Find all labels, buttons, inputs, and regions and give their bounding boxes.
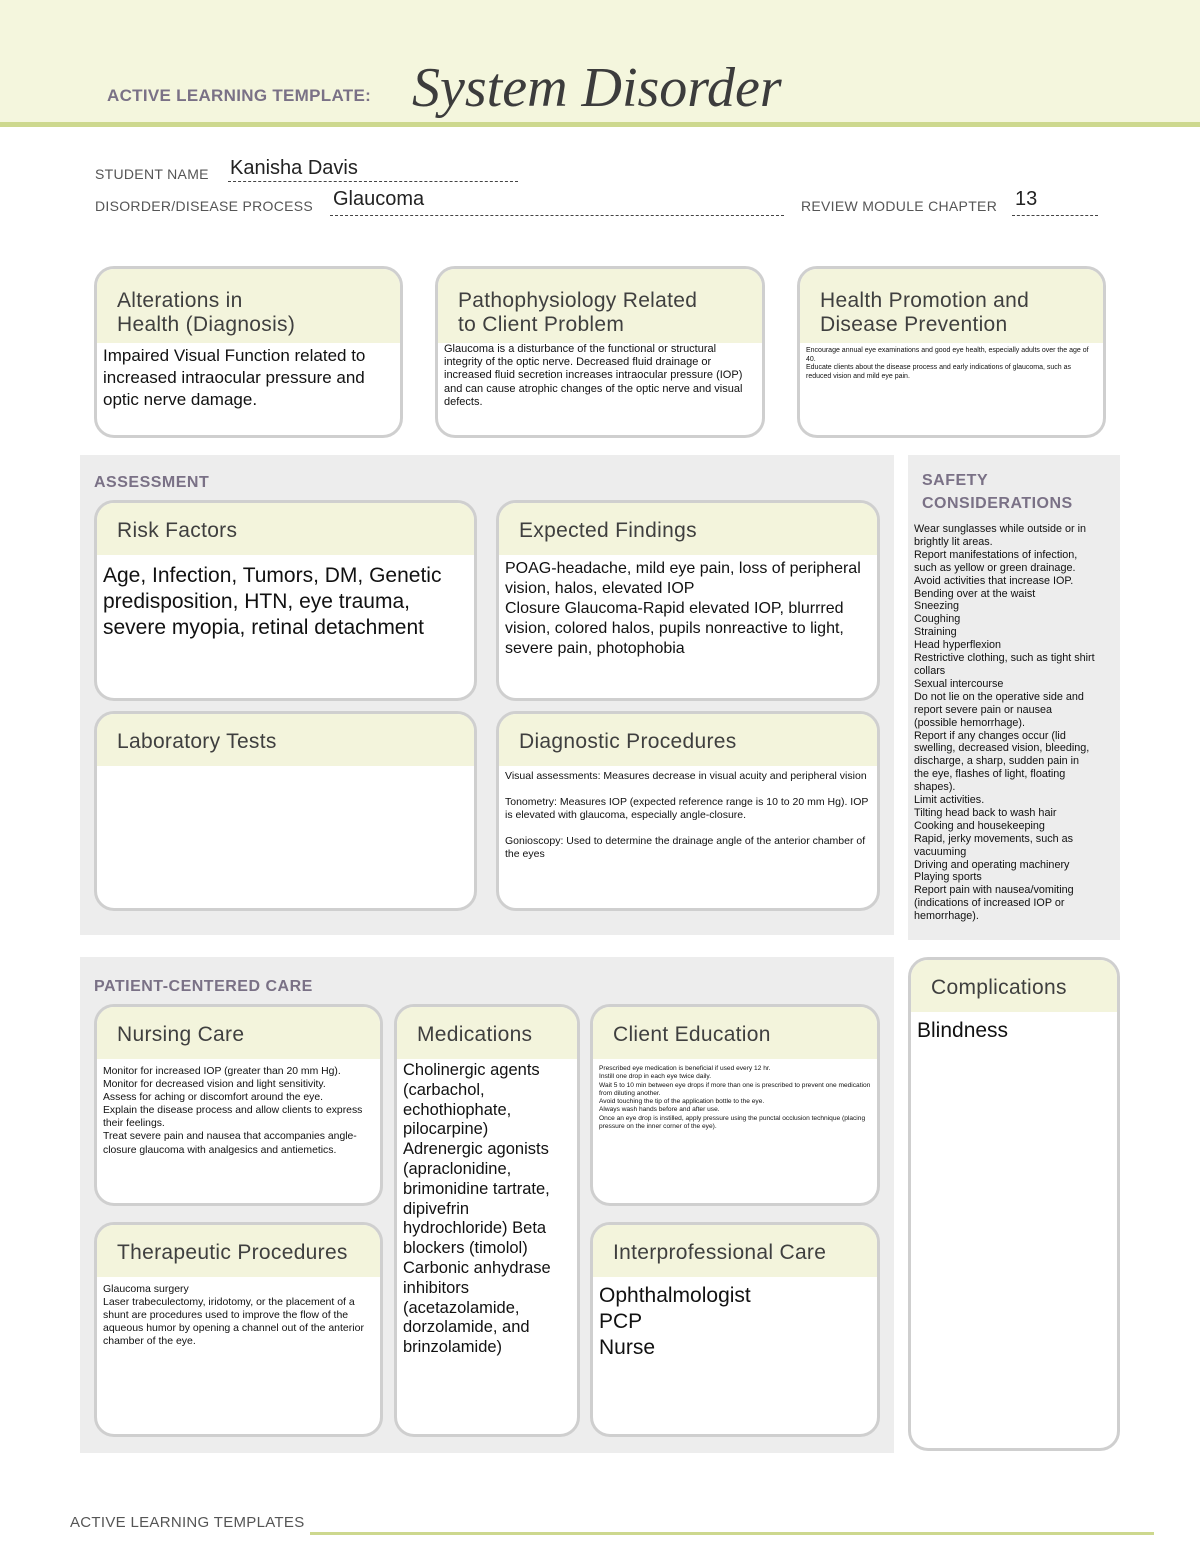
therapeutic-procedures-box bbox=[94, 1222, 383, 1437]
expected-finding-item: Closure Glaucoma-Rapid elevated IOP, blurrred vision, colored halos, pupils nonreactive to light, severe pain, photophobia bbox=[505, 600, 844, 657]
risk-factors-title: Risk Factors bbox=[97, 503, 474, 555]
safety-item: Restrictive clothing, such as tight shirt bbox=[914, 652, 1095, 665]
nursing-care-title: Nursing Care bbox=[97, 1007, 380, 1059]
diagnostic-procedures-text[interactable] bbox=[499, 766, 877, 878]
medications-title: Medications bbox=[397, 1007, 577, 1059]
footer-label: ACTIVE LEARNING TEMPLATES bbox=[70, 1514, 305, 1531]
safety-title: SAFETY CONSIDERATIONS bbox=[922, 472, 1073, 512]
safety-considerations-panel bbox=[908, 455, 1120, 940]
safety-item: such as yellow or green drainage. bbox=[914, 561, 1076, 574]
safety-item: Tilting head back to wash hair bbox=[914, 806, 1057, 819]
safety-item: Avoid activities that increase IOP. bbox=[914, 574, 1074, 587]
interprofessional-item: Nurse bbox=[599, 1336, 656, 1359]
patient-care-label: PATIENT-CENTERED CARE bbox=[94, 978, 313, 995]
diagnostic-procedures-title: Diagnostic Procedures bbox=[499, 714, 877, 766]
diagnostic-item: Gonioscopy: Used to determine the drainage angle of the anterior chamber of the eyes bbox=[505, 835, 866, 860]
review-chapter-value[interactable]: 13 bbox=[1015, 188, 1038, 210]
nursing-care-item: Explain the disease process and allow clients to express their feelings. bbox=[103, 1105, 363, 1130]
safety-item: vacuuming bbox=[914, 845, 967, 858]
safety-item: Do not lie on the operative side and bbox=[914, 690, 1084, 703]
safety-item: Cooking and housekeeping bbox=[914, 819, 1045, 832]
expected-finding-item: POAG-headache, mild eye pain, loss of peripheral vision, halos, elevated IOP bbox=[505, 560, 861, 597]
diagnostic-item: Visual assessments: Measures decrease in visual acuity and peripheral vision bbox=[505, 770, 867, 782]
safety-item: Sneezing bbox=[914, 600, 960, 613]
safety-item: (possible hemorrhage). bbox=[914, 716, 1026, 729]
diagnostic-procedures-box bbox=[496, 711, 880, 911]
pathophysiology-box bbox=[435, 266, 765, 438]
medications-box bbox=[394, 1004, 580, 1437]
expected-findings-box bbox=[496, 500, 880, 701]
therapeutic-item: Glaucoma surgery bbox=[103, 1283, 189, 1295]
safety-item: report severe pain or nausea bbox=[914, 703, 1053, 716]
pathophysiology-text[interactable]: Glaucoma is a disturbance of the functional or structural integrity of the optic nerve. Decreased fluid drainage or increased fluid secretion increases intraocular pressure (IOP) and can cause atrophic changes of the optic nerve and visual defects. bbox=[444, 343, 743, 408]
risk-factors-box bbox=[94, 500, 477, 701]
interprofessional-item: Ophthalmologist bbox=[599, 1284, 751, 1307]
nursing-care-item: Treat severe pain and nausea that accompanies angle-closure glaucoma with analgesics and antiemetics. bbox=[103, 1131, 357, 1156]
expected-findings-text[interactable] bbox=[499, 555, 877, 663]
interprofessional-care-box bbox=[590, 1222, 880, 1437]
safety-item: Report if any changes occur (lid bbox=[914, 729, 1066, 742]
health-promotion-title: Health Promotion and Disease Prevention bbox=[800, 269, 1103, 343]
student-name-label: STUDENT NAME bbox=[95, 166, 209, 182]
safety-item: Head hyperflexion bbox=[914, 639, 1002, 652]
safety-item: shapes). bbox=[914, 781, 956, 794]
health-promotion-item: Educate clients about the disease process and early indications of glaucoma, such as reduced vision and mild eye pain. bbox=[806, 364, 1071, 380]
therapeutic-procedures-text[interactable] bbox=[97, 1277, 380, 1352]
interprofessional-care-title: Interprofessional Care bbox=[593, 1225, 877, 1277]
therapeutic-procedures-title: Therapeutic Procedures bbox=[97, 1225, 380, 1277]
header-rule bbox=[0, 122, 1200, 127]
medications-text[interactable]: Cholinergic agents (carbachol, echothiophate, pilocarpine) Adrenergic agonists (apraclonidine, brimonidine tartrate, dipivefrin hydrochloride) Beta blockers (timolol) Carbonic anhydrase inhibitors (acetazolamide, dorzolamide, and brinzolamide) bbox=[403, 1061, 551, 1357]
laboratory-tests-box bbox=[94, 711, 477, 911]
safety-item: the eye, flashes of light, floating bbox=[914, 768, 1066, 781]
laboratory-tests-title: Laboratory Tests bbox=[97, 714, 474, 766]
complications-title: Complications bbox=[911, 960, 1117, 1012]
alterations-text[interactable]: Impaired Visual Function related to increased intraocular pressure and optic nerve damage. bbox=[103, 346, 366, 409]
alterations-box bbox=[94, 266, 403, 438]
safety-item: Bending over at the waist bbox=[914, 587, 1036, 600]
template-label: ACTIVE LEARNING TEMPLATE: bbox=[107, 86, 372, 105]
diagnostic-item: Tonometry: Measures IOP (expected reference range is 10 to 20 mm Hg). IOP is elevated with glaucoma, especially angle-closure. bbox=[505, 796, 869, 821]
client-education-item: Instill one drop in each eye twice daily. bbox=[599, 1073, 712, 1081]
client-education-title: Client Education bbox=[593, 1007, 877, 1059]
client-education-item: Prescribed eye medication is beneficial if used every 12 hr. bbox=[599, 1065, 771, 1072]
safety-item: Rapid, jerky movements, such as bbox=[914, 832, 1074, 845]
safety-item: (indications of increased IOP or bbox=[914, 897, 1065, 910]
complications-box bbox=[908, 957, 1120, 1451]
interprofessional-care-text[interactable] bbox=[593, 1277, 877, 1365]
nursing-care-item: Monitor for decreased vision and light sensitivity. bbox=[103, 1079, 326, 1091]
safety-item: Wear sunglasses while outside or in bbox=[914, 523, 1087, 535]
client-education-item: Always wash hands before and after use. bbox=[599, 1106, 720, 1114]
client-education-item: Avoid touching the tip of the application bottle to the eye. bbox=[599, 1098, 765, 1106]
client-education-item: Once an eye drop is instilled, apply pressure using the punctal occlusion technique (placing pressure on the inner corner of the eye). bbox=[599, 1114, 866, 1131]
safety-item: brightly lit areas. bbox=[914, 535, 993, 548]
safety-item: Report manifestations of infection, bbox=[914, 548, 1078, 561]
health-promotion-item: Encourage annual eye examinations and good eye health, especially adults over the age of 40. bbox=[806, 347, 1089, 363]
nursing-care-box bbox=[94, 1004, 383, 1206]
safety-item: Report pain with nausea/vomiting bbox=[914, 884, 1074, 897]
safety-item: Playing sports bbox=[914, 871, 982, 884]
safety-item: collars bbox=[914, 664, 946, 677]
safety-item: Driving and operating machinery bbox=[914, 858, 1070, 871]
safety-item: Sexual intercourse bbox=[914, 677, 1004, 690]
footer-rule bbox=[310, 1532, 1154, 1535]
health-promotion-text[interactable] bbox=[800, 343, 1103, 385]
nursing-care-item: Assess for aching or discomfort around the eye. bbox=[103, 1092, 324, 1104]
client-education-item: Wait 5 to 10 min between eye drops if more than one is prescribed to prevent one medication from diluting another. bbox=[599, 1081, 871, 1097]
disorder-value[interactable]: Glaucoma bbox=[333, 188, 425, 210]
student-name-value[interactable]: Kanisha Davis bbox=[230, 157, 358, 179]
template-title: System Disorder bbox=[412, 57, 782, 119]
review-chapter-label: REVIEW MODULE CHAPTER bbox=[801, 198, 998, 214]
assessment-label: ASSESSMENT bbox=[94, 474, 210, 491]
safety-item: Coughing bbox=[914, 613, 961, 626]
nursing-care-text[interactable] bbox=[97, 1059, 380, 1161]
nursing-care-item: Monitor for increased IOP (greater than 20 mm Hg). bbox=[103, 1066, 341, 1077]
expected-findings-title: Expected Findings bbox=[499, 503, 877, 555]
safety-item: hemorrhage). bbox=[914, 910, 979, 923]
interprofessional-item: PCP bbox=[599, 1310, 643, 1333]
client-education-box bbox=[590, 1004, 880, 1206]
pathophysiology-title: Pathophysiology Related to Client Problem bbox=[438, 269, 762, 343]
safety-item: Straining bbox=[914, 626, 957, 639]
risk-factors-text[interactable]: Age, Infection, Tumors, DM, Genetic predisposition, HTN, eye trauma, severe myopia, retinal detachment bbox=[103, 564, 442, 639]
complications-text[interactable]: Blindness bbox=[917, 1019, 1009, 1042]
safety-item: discharge, a sharp, sudden pain in bbox=[914, 755, 1080, 768]
safety-list[interactable] bbox=[908, 515, 1120, 923]
disorder-label: DISORDER/DISEASE PROCESS bbox=[95, 198, 314, 214]
alterations-title: Alterations in Health (Diagnosis) bbox=[97, 269, 400, 343]
client-education-text[interactable] bbox=[593, 1059, 877, 1135]
safety-item: Limit activities. bbox=[914, 794, 985, 807]
safety-item: swelling, decreased vision, bleeding, bbox=[914, 742, 1090, 755]
health-promotion-box bbox=[797, 266, 1106, 438]
laboratory-tests-text[interactable] bbox=[97, 766, 474, 774]
therapeutic-item: Laser trabeculectomy, iridotomy, or the placement of a shunt are procedures used to improve the flow of the aqueous humor by opening a channel out of the anterior chamber of the eye. bbox=[103, 1296, 364, 1348]
